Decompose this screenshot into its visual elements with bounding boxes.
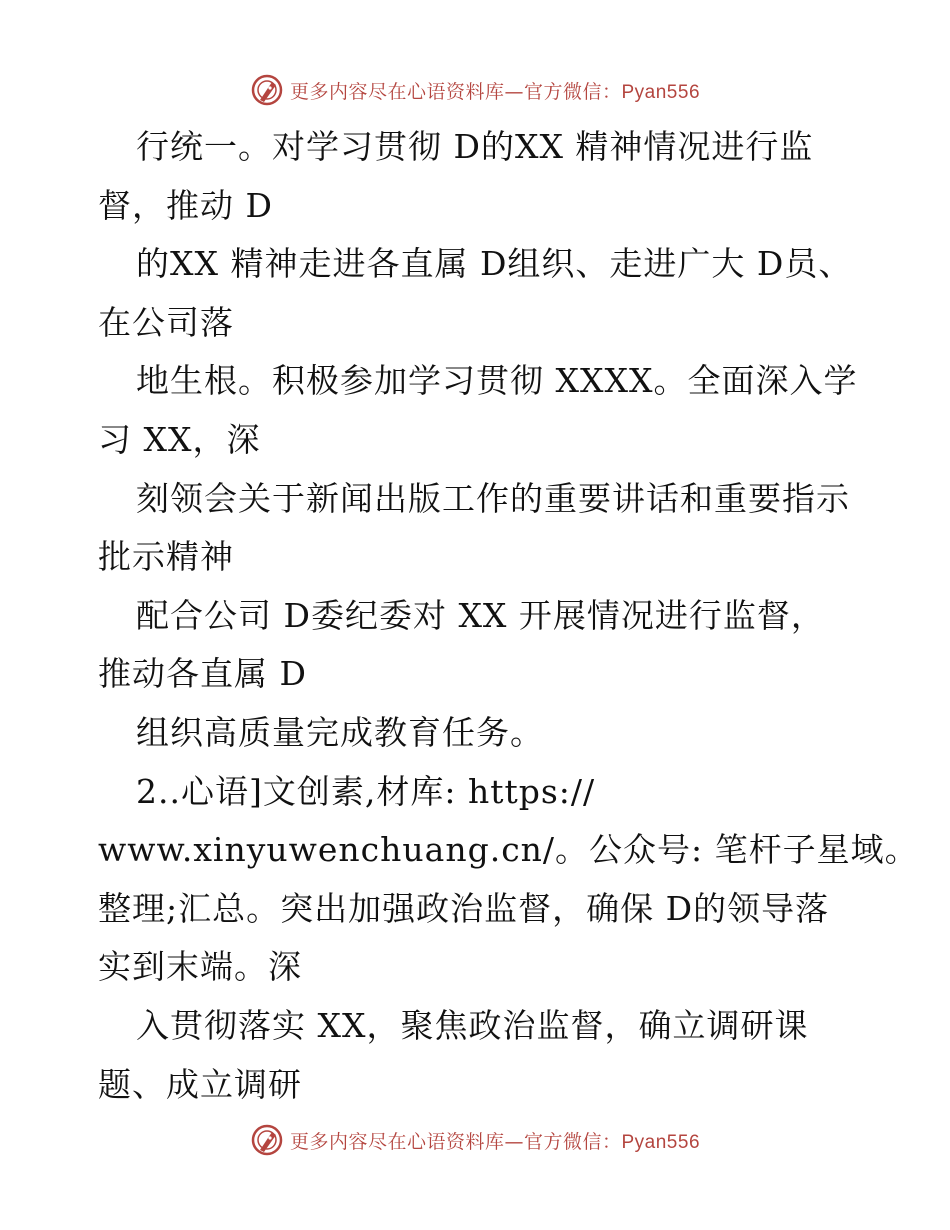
text-line: 习 XX，深 xyxy=(98,419,261,459)
watermark-handle: Pyan556 xyxy=(621,81,701,103)
text-line: 实到末端。深 xyxy=(98,947,302,987)
text-line: 题、成立调研 xyxy=(98,1064,302,1104)
footer-watermark xyxy=(0,1120,950,1160)
watermark-handle: Pyan556 xyxy=(621,1131,701,1153)
watermark-text: 更多内容尽在心语资料库—官方微信：Pyan556 xyxy=(289,1130,701,1153)
text-line: 的XX 精神走进各直属 D组织、走进广大 D员、 xyxy=(136,244,853,284)
text-line: 督，推动 D xyxy=(98,185,273,225)
document-body xyxy=(98,118,919,1114)
text-line: 组织高质量完成教育任务。 xyxy=(136,712,544,752)
text-line: 2..心语]文创素,材库: https:// xyxy=(136,771,596,811)
text-line: 地生根。积极参加学习贯彻 XXXX。全面深入学 xyxy=(136,361,858,401)
text-line: www.xinyuwenchuang.cn/。公众号: 笔杆子星域。 xyxy=(98,830,919,870)
watermark-text: 更多内容尽在心语资料库—官方微信：Pyan556 xyxy=(289,80,701,103)
text-line: 在公司落 xyxy=(98,302,234,342)
text-line: 批示精神 xyxy=(98,537,234,577)
text-line: 推动各直属 D xyxy=(98,654,307,694)
text-line: 行统一。对学习贯彻 D的XX 精神情况进行监 xyxy=(136,127,814,166)
pen-nib-logo-icon xyxy=(250,73,284,107)
header-watermark xyxy=(0,70,950,110)
pen-nib-logo-icon xyxy=(250,1123,284,1157)
text-line: 配合公司 D委纪委对 XX 开展情况进行监督， xyxy=(136,595,825,635)
text-line: 刻领会关于新闻出版工作的重要讲话和重要指示 xyxy=(136,478,850,518)
text-line: 整理;汇总。突出加强政治监督，确保 D的领导落 xyxy=(98,888,830,928)
text-line: 入贯彻落实 XX，聚焦政治监督，确立调研课 xyxy=(136,1005,809,1045)
